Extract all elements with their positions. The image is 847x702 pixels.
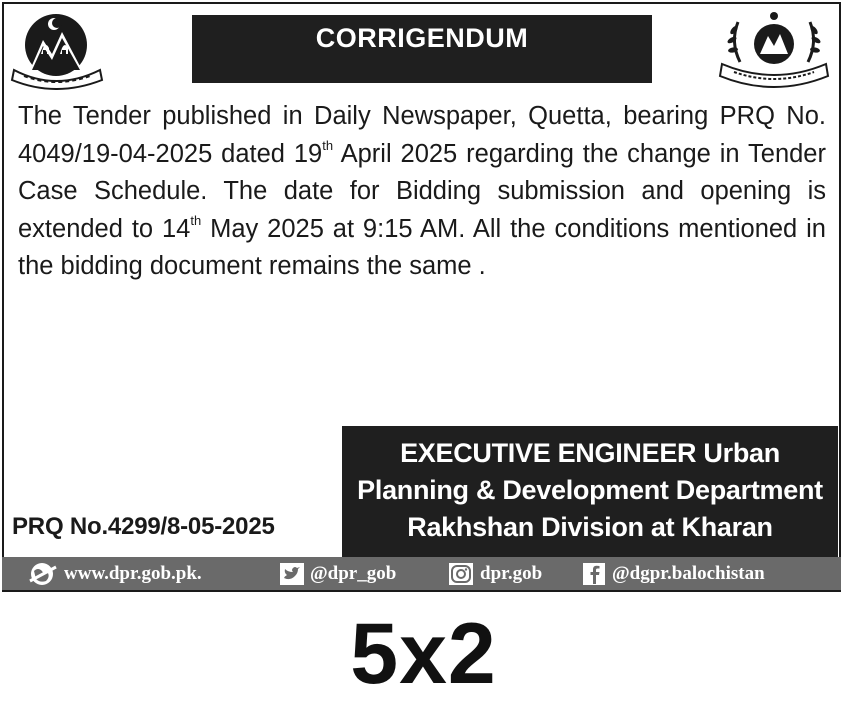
issuer-line-1: EXECUTIVE ENGINEER Urban <box>400 438 780 468</box>
twitter-text: @dpr_gob <box>310 562 397 584</box>
prq-number: PRQ No.4299/8-05-2025 <box>12 513 275 540</box>
ad-size-label: 5x2 <box>350 606 497 702</box>
issuer-line-3: Rakhshan Division at Kharan <box>407 512 773 542</box>
footer-twitter[interactable] <box>280 557 396 590</box>
website-text: www.dpr.gob.pk. <box>64 562 202 584</box>
facebook-icon <box>582 562 606 586</box>
notice-body <box>18 98 826 286</box>
body-part-1: The Tender published in Daily Newspaper, Quetta, bearing PRQ No. 4049/19-04-2025 dated 19 <box>18 102 826 168</box>
balochistan-emblem-logo <box>10 8 106 90</box>
body-part-2: April 2025 regarding the change in Tender Case Schedule. The date for Bidding submission and opening is extended to 14 <box>18 139 826 243</box>
globe-icon <box>28 561 58 587</box>
footer-facebook[interactable] <box>582 557 765 590</box>
issuer-line-2: Planning & Development Department <box>357 475 823 505</box>
instagram-icon <box>448 562 474 586</box>
body-sup-2: th <box>190 213 202 228</box>
body-sup-1: th <box>322 138 334 153</box>
issuer-box <box>342 426 838 559</box>
dgpr-logo <box>716 8 832 90</box>
twitter-icon <box>280 563 304 585</box>
footer-website[interactable] <box>28 557 202 590</box>
body-part-3: May 2025 at 9:15 AM. All the conditions mentioned in the bidding document remains the same . <box>18 214 826 280</box>
footer-instagram[interactable] <box>448 557 542 590</box>
instagram-text: dpr.gob <box>480 562 543 584</box>
footer-bar <box>2 557 841 590</box>
facebook-text: @dgpr.balochistan <box>612 562 765 584</box>
corrigendum-title: CORRIGENDUM <box>192 15 652 83</box>
